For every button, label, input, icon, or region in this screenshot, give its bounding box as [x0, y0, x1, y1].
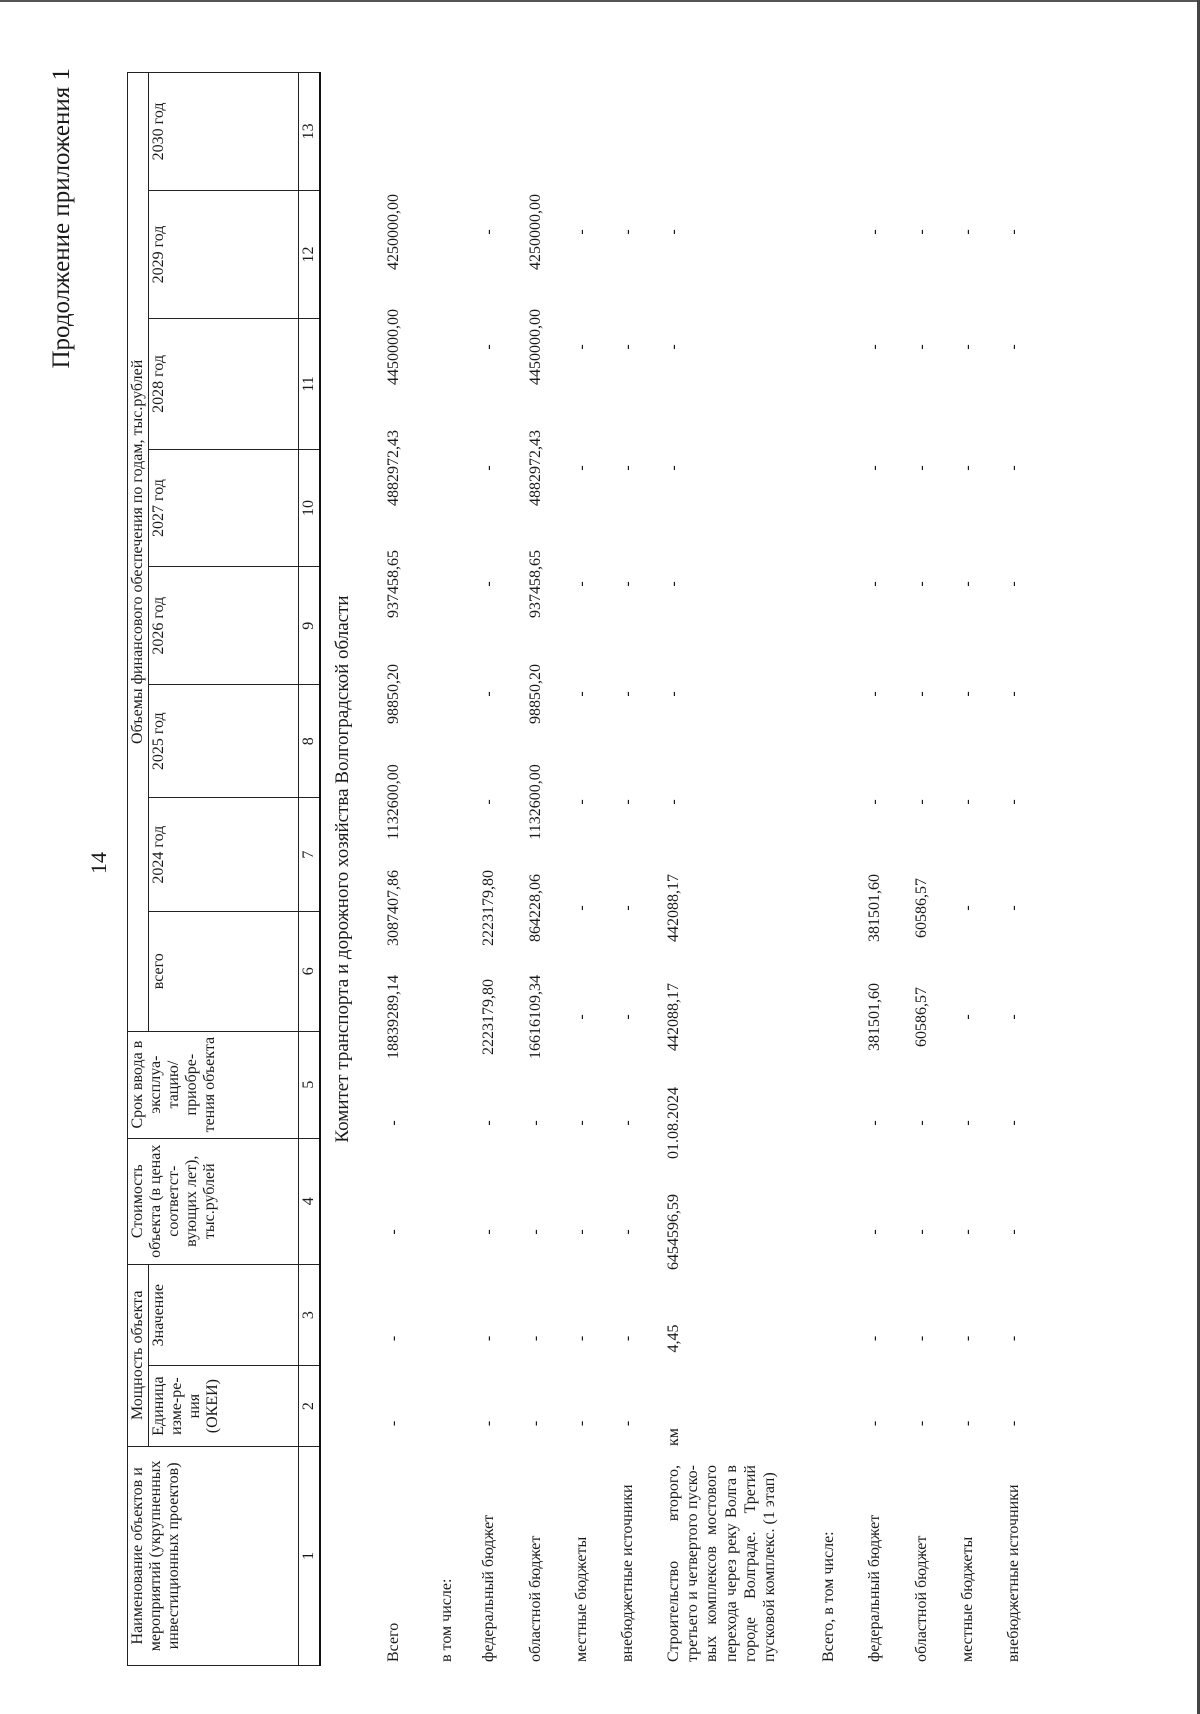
row-2028: -	[866, 465, 883, 471]
row-2028: -	[480, 465, 497, 471]
row-cost: -	[385, 1229, 402, 1235]
header-object-name: Наименование объектов и мероприятий (укрупненных инвестиционных проектов)	[128, 1446, 299, 1665]
row-cost: -	[866, 1229, 883, 1235]
row-2026: -	[1005, 691, 1022, 697]
row-2028: -	[959, 465, 976, 471]
row-2025: -	[1005, 799, 1022, 805]
row-value: -	[527, 1335, 544, 1342]
row-2026: -	[959, 691, 976, 697]
header-cost: Стоимость объекта (в ценах соответст-вующих лет), тыс.рублей	[128, 1138, 299, 1264]
header-value: Значение	[148, 1264, 298, 1366]
row-2025: -	[866, 799, 883, 805]
column-number: 4	[298, 1138, 319, 1264]
row-2030: -	[619, 229, 636, 235]
column-number: 5	[298, 1031, 319, 1138]
row-2028: -	[619, 465, 636, 471]
row-date: -	[913, 1120, 930, 1126]
row-2028: -	[573, 465, 590, 471]
header-year: 2028 год	[148, 319, 298, 450]
row-2025: 1132600,00	[385, 764, 402, 840]
row-name: в том числе:	[438, 1578, 455, 1662]
row-2024: 864228,06	[527, 874, 544, 942]
row-2030: -	[959, 229, 976, 235]
row-2027: -	[866, 581, 883, 587]
row-2025: -	[619, 799, 636, 805]
column-number: 2	[298, 1366, 319, 1446]
row-name: местные бюджеты	[573, 1536, 590, 1662]
row-date: -	[527, 1120, 544, 1126]
row-2026: -	[619, 691, 636, 697]
row-cost: -	[573, 1229, 590, 1235]
row-2028: -	[665, 465, 682, 471]
row-date: 01.08.2024	[665, 1087, 682, 1159]
row-2024: -	[959, 905, 976, 911]
header-capacity: Мощность объекта	[128, 1264, 149, 1446]
header-year: 2024 год	[148, 798, 298, 911]
header-commissioning: Срок ввода в эксплуа-тацию/ приобре-тения объекта	[128, 1031, 299, 1138]
row-2030: -	[913, 229, 930, 235]
row-cost: -	[619, 1229, 636, 1235]
row-2029: -	[480, 344, 497, 350]
row-2025: -	[913, 799, 930, 805]
row-2028: 4882972,43	[527, 430, 544, 506]
row-2029: -	[1005, 344, 1022, 350]
row-name: федеральный бюджет	[866, 1514, 883, 1662]
row-2025: -	[480, 799, 497, 805]
row-2028: 4882972,43	[385, 430, 402, 506]
header-funding: Объемы финансового обеспечения по годам, тыс.рублей	[128, 73, 149, 1032]
row-2026: -	[913, 691, 930, 697]
row-total: -	[619, 1014, 636, 1020]
row-2029: 4450000,00	[527, 309, 544, 385]
row-cost: -	[913, 1229, 930, 1235]
row-2030: -	[1005, 229, 1022, 235]
column-number: 7	[298, 798, 319, 911]
row-2027: -	[619, 581, 636, 587]
row-name: Всего, в том числе:	[820, 1531, 837, 1662]
row-unit: -	[959, 1420, 976, 1427]
row-2030: -	[866, 229, 883, 235]
row-total: 18839289,14	[385, 975, 402, 1059]
header-year: 2027 год	[148, 449, 298, 567]
row-total: 60586,57	[913, 987, 930, 1047]
continuation-title: Продолжение приложения 1	[48, 68, 75, 369]
row-2027: -	[913, 581, 930, 587]
row-value: -	[385, 1335, 402, 1342]
row-name: внебюджетные источники	[1005, 1484, 1022, 1662]
column-number: 10	[298, 449, 319, 567]
row-2026: -	[866, 691, 883, 697]
row-value: -	[959, 1335, 976, 1342]
row-2024: -	[573, 905, 590, 911]
row-value: -	[1005, 1335, 1022, 1342]
row-name: федеральный бюджет	[480, 1514, 497, 1662]
column-number: 12	[298, 190, 319, 318]
row-2024: -	[1005, 905, 1022, 911]
row-total: -	[959, 1014, 976, 1020]
row-2030: -	[480, 229, 497, 235]
row-2029: 4450000,00	[385, 309, 402, 385]
row-date: -	[619, 1120, 636, 1126]
column-number: 8	[298, 685, 319, 798]
column-number: 3	[298, 1264, 319, 1366]
row-total: 442088,17	[665, 983, 682, 1051]
row-unit: -	[480, 1420, 497, 1427]
row-2027: -	[1005, 581, 1022, 587]
row-unit: -	[866, 1420, 883, 1427]
row-2026: -	[573, 691, 590, 697]
row-unit: -	[913, 1420, 930, 1427]
row-2024: -	[619, 905, 636, 911]
row-name: областной бюджет	[527, 1535, 544, 1662]
row-name: местные бюджеты	[959, 1536, 976, 1662]
header-unit: Единица изме-ре-ния (ОКЕИ)	[148, 1366, 298, 1446]
row-2024: 2223179,80	[480, 870, 497, 946]
row-2027: 937458,65	[527, 550, 544, 618]
row-2029: -	[866, 344, 883, 350]
header-year: 2025 год	[148, 685, 298, 798]
row-2029: -	[913, 344, 930, 350]
header-year: 2030 год	[148, 73, 298, 191]
row-2024: 381501,60	[866, 874, 883, 942]
row-total: 2223179,80	[480, 979, 497, 1055]
row-name: областной бюджет	[913, 1535, 930, 1662]
row-2030: -	[573, 229, 590, 235]
row-date: -	[480, 1120, 497, 1126]
row-value: 4,45	[665, 1324, 682, 1353]
row-2027: 937458,65	[385, 550, 402, 618]
row-total: -	[573, 1014, 590, 1020]
row-name: Всего	[385, 1622, 402, 1662]
row-value: -	[573, 1335, 590, 1342]
row-unit: -	[619, 1420, 636, 1427]
row-2029: -	[619, 344, 636, 350]
row-date: -	[385, 1120, 402, 1126]
row-2025: -	[573, 799, 590, 805]
column-number: 6	[298, 911, 319, 1031]
row-name: Строительство второго, третьего и четвертого пуско-вых комплексов мостового перехода через реку Волга в городе Волграде. Третий пусковой комплекс. (1 этап)	[665, 1465, 778, 1662]
row-cost: -	[1005, 1229, 1022, 1235]
row-2030: 4250000,00	[527, 194, 544, 270]
row-total: 381501,60	[866, 983, 883, 1051]
row-2025: 1132600,00	[527, 764, 544, 840]
row-2025: -	[665, 799, 682, 805]
section-title: Комитет транспорта и дорожного хозяйства Волгоградской области	[332, 595, 353, 1143]
row-total: 16616109,34	[527, 975, 544, 1059]
row-value: -	[913, 1335, 930, 1342]
row-name: внебюджетные источники	[619, 1484, 636, 1662]
row-2025: -	[959, 799, 976, 805]
row-2028: -	[913, 465, 930, 471]
column-number: 1	[298, 1446, 319, 1665]
row-date: -	[866, 1120, 883, 1126]
row-2027: -	[959, 581, 976, 587]
row-2030: -	[665, 229, 682, 235]
row-date: -	[1005, 1120, 1022, 1126]
row-2024: 442088,17	[665, 874, 682, 942]
column-number: 11	[298, 319, 319, 450]
page-number: 14	[86, 852, 111, 874]
row-unit: км	[665, 1428, 682, 1446]
row-cost: 6454596,59	[665, 1194, 682, 1270]
appendix-table-header	[127, 72, 321, 1666]
row-2026: 98850,20	[527, 664, 544, 724]
row-unit: -	[527, 1420, 544, 1427]
row-2029: -	[959, 344, 976, 350]
row-value: -	[480, 1335, 497, 1342]
row-total: -	[1005, 1014, 1022, 1020]
row-unit: -	[573, 1420, 590, 1427]
row-2026: 98850,20	[385, 664, 402, 724]
row-value: -	[619, 1335, 636, 1342]
column-number: 9	[298, 567, 319, 685]
row-2030: 4250000,00	[385, 194, 402, 270]
row-2027: -	[573, 581, 590, 587]
row-2029: -	[573, 344, 590, 350]
row-2027: -	[665, 581, 682, 587]
row-2028: -	[1005, 465, 1022, 471]
row-value: -	[866, 1335, 883, 1342]
row-2027: -	[480, 581, 497, 587]
row-2029: -	[665, 344, 682, 350]
row-2026: -	[480, 691, 497, 697]
row-cost: -	[959, 1229, 976, 1235]
row-unit: -	[385, 1420, 402, 1427]
row-cost: -	[480, 1229, 497, 1235]
header-total: всего	[148, 911, 298, 1031]
row-date: -	[959, 1120, 976, 1126]
row-cost: -	[527, 1229, 544, 1235]
column-number: 13	[298, 73, 319, 191]
header-year: 2029 год	[148, 190, 298, 318]
row-2024: 3087407,86	[385, 870, 402, 946]
row-2026: -	[665, 691, 682, 697]
row-date: -	[573, 1120, 590, 1126]
row-2024: 60586,57	[913, 878, 930, 938]
header-year: 2026 год	[148, 567, 298, 685]
row-unit: -	[1005, 1420, 1022, 1427]
